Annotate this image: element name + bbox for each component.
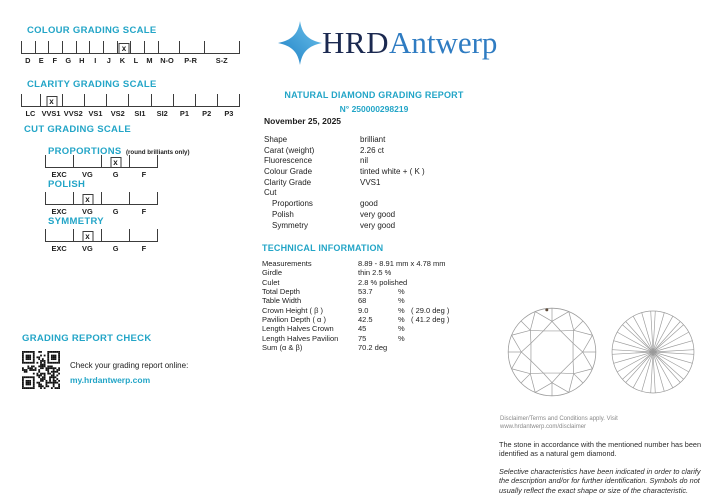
scale-label: K [119,55,126,65]
qr-code [22,351,60,389]
tech-val: 53.7 [358,287,373,297]
row-label: Proportions [272,199,313,209]
scale-label: VG [82,169,93,179]
tech-val: 42.5 [358,315,373,325]
row-label: Shape [264,135,288,144]
tech-lbl: Total Depth [262,287,300,297]
tech-unit: % [398,315,405,325]
grading-row [264,188,494,199]
grade-mark: x [110,157,121,167]
tech-lbl: Culet [262,277,280,287]
tech-unit: % [398,305,405,315]
technical-row [262,278,497,287]
scale-segment-g [101,192,129,204]
scale-label: J [106,55,111,65]
row-label: Symmetry [272,220,308,230]
tech-lbl: Length Halves Crown [262,324,334,334]
row-label: Cut [264,188,277,198]
row-value: tinted white + ( K ) [360,167,425,177]
scale-label: VVS2 [63,108,83,118]
technical-row [262,343,497,352]
scale-label: VVS1 [41,108,61,118]
scale-label: G [112,206,119,216]
technical-row [262,306,497,315]
tech-lbl: Crown Height ( β ) [262,305,323,315]
characteristics-note: Selective characteristics have been indicated in order to clarify the description and/or for further identification. Symbols do not usually reflect the exact shape or size of the characteristic. [499,467,701,495]
row-label: Fluorescence [264,156,313,166]
technical-row [262,334,497,343]
scale-segment-f [48,41,62,53]
tech-val: 70.2 deg [358,343,388,353]
tech-unit: % [398,324,405,334]
scale-segment-p3 [217,94,240,106]
tech-unit: % [398,333,405,343]
polish-scale [45,192,158,216]
grade-mark: x [118,43,129,53]
row-label: Carat (weight) [264,145,315,155]
scale-segment-vvs2 [62,94,84,106]
proportions-note: (round brilliants only) [125,149,190,156]
tech-unit: % [398,296,405,306]
row-label: Clarity Grade [264,177,312,187]
scale-segment-vvs1 [40,94,62,106]
scale-label: N-O [160,55,174,65]
grading-row [264,156,494,167]
grading-row [264,167,494,178]
symmetry-scale [45,229,158,253]
girdle-mark [545,308,548,311]
row-value: good [360,199,378,209]
scale-label: G [112,243,119,253]
tech-extra: ( 29.0 deg ) [411,305,450,315]
tech-lbl: Length Halves Pavilion [262,333,339,343]
row-value: very good [360,209,396,219]
scale-segment-e [35,41,49,53]
scale-segment-vs2 [106,94,128,106]
sparkle-logo-icon [278,19,322,67]
grading-row [264,135,494,146]
report-date: November 25, 2025 [264,116,342,126]
scale-label: LC [25,108,36,118]
grade-mark: x [46,96,57,106]
scale-label: P-R [184,55,197,65]
scale-label: D [25,55,31,65]
scale-segment-j [103,41,117,53]
row-value: 2.26 ct [360,145,385,155]
scale-segment-h [76,41,90,53]
technical-title: TECHNICAL INFORMATION [262,243,384,253]
scale-segment-exc [45,229,73,241]
tech-val: 2.8 % polished [358,277,408,287]
pavilion-view-diagram [610,309,696,400]
scale-segment-exc [45,155,73,167]
scale-segment-exc [45,192,73,204]
row-value: nil [360,156,369,166]
proportions-title: PROPORTIONS (round brilliants only) [48,146,190,157]
scale-segment-k [117,41,131,53]
tech-lbl: Measurements [262,259,312,268]
scale-label: EXC [51,206,67,216]
scale-label: H [79,55,85,65]
colour-grading-scale [21,41,240,65]
disclaimer-line1: Disclaimer/Terms and Conditions apply. Visit [500,416,618,422]
scale-segment-vg [73,192,101,204]
row-label: Colour Grade [264,167,313,177]
grade-mark: x [82,231,93,241]
scale-label: VG [82,243,93,253]
scale-segment-f [129,192,158,204]
scale-label: E [38,55,44,65]
tech-val: 75 [358,333,367,343]
scale-label: EXC [51,243,67,253]
scale-segment-vg [73,155,101,167]
scale-label: G [65,55,72,65]
tech-val: 45 [358,324,367,334]
cut-scale-title: CUT GRADING SCALE [24,124,131,135]
scale-label: P3 [224,108,234,118]
scale-segment-p1 [173,94,195,106]
technical-row [262,324,497,333]
proportions-scale [45,155,158,179]
scale-label: VG [82,206,93,216]
tech-unit: % [398,287,405,297]
tech-lbl: Sum (α & β) [262,343,303,353]
colour-scale-title: COLOUR GRADING SCALE [27,25,157,36]
scale-label: F [141,169,147,179]
polish-title: POLISH [48,179,86,190]
crown-view-diagram [506,306,598,403]
scale-segment-f [129,229,158,241]
clarity-grading-scale [21,94,240,118]
scale-segment-p-r [179,41,204,53]
scale-segment-f [129,155,158,167]
scale-segment-vs1 [84,94,106,106]
scale-segment-d [21,41,35,53]
grading-row [264,146,494,157]
report-check-text: Check your grading report online: [70,361,189,370]
scale-label: P2 [202,108,212,118]
report-check-url: my.hrdantwerp.com [70,375,151,385]
symmetry-title: SYMMETRY [48,216,104,227]
row-label: Polish [272,209,294,219]
logo-hrd-text: HRD [322,25,389,60]
grading-row [264,221,494,232]
scale-label: SI2 [156,108,168,118]
row-value: brilliant [360,135,386,144]
scale-label: VS1 [88,108,103,118]
technical-row [262,259,497,268]
identification-statement: The stone in accordance with the mentioned number has been identified as a natural gem diamond. [499,440,702,459]
scale-segment-si2 [151,94,173,106]
report-title: NATURAL DIAMOND GRADING REPORT [284,90,464,100]
disclaimer [500,416,680,431]
tech-extra: ( 41.2 deg ) [411,315,450,325]
grade-mark: x [82,194,93,204]
tech-val: 68 [358,296,367,306]
scale-label: F [52,55,58,65]
scale-label: P1 [179,108,189,118]
scale-segment-vg [73,229,101,241]
scale-segment-lc [21,94,40,106]
grading-row [264,210,494,221]
scale-segment-g [101,155,129,167]
scale-label: VS2 [110,108,125,118]
row-value: VVS1 [360,177,381,187]
scale-label: F [141,206,147,216]
scale-label: SI1 [134,108,146,118]
scale-label: G [112,169,119,179]
tech-lbl: Pavilion Depth ( α ) [262,315,326,325]
scale-label: M [146,55,153,65]
hrd-antwerp-logo [278,19,497,67]
scale-label: L [133,55,139,65]
scale-segment-g [62,41,76,53]
technical-info [262,259,497,352]
tech-val: 9.0 [358,305,369,315]
report-check-title: GRADING REPORT CHECK [22,333,152,344]
scale-segment-si1 [128,94,150,106]
scale-segment-s-z [204,41,240,53]
scale-label: I [94,55,97,65]
tech-val: thin 2.5 % [358,268,392,278]
disclaimer-line2: www.hrdantwerp.com/disclaimer [500,423,587,430]
scale-segment-p2 [195,94,217,106]
clarity-scale-title: CLARITY GRADING SCALE [27,79,157,90]
scale-segment-g [101,229,129,241]
technical-row [262,315,497,324]
scale-label: EXC [51,169,67,179]
scale-segment-m [144,41,158,53]
scale-segment-l [130,41,144,53]
grading-row [264,199,494,210]
technical-row [262,287,497,296]
scale-label: F [141,243,147,253]
technical-row [262,268,497,277]
scale-segment-i [89,41,103,53]
technical-row [262,296,497,305]
scale-label: S-Z [215,55,228,65]
row-value: very good [360,220,396,230]
scale-segment-n-o [158,41,179,53]
grading-results [264,135,494,231]
report-number: N° 250000298219 [339,104,409,114]
tech-lbl: Table Width [262,296,302,306]
tech-val: 8.89 - 8.91 mm x 4.78 mm [358,259,446,268]
grading-row [264,178,494,189]
logo-antwerp-text: Antwerp [388,25,498,60]
tech-lbl: Girdle [262,268,283,278]
